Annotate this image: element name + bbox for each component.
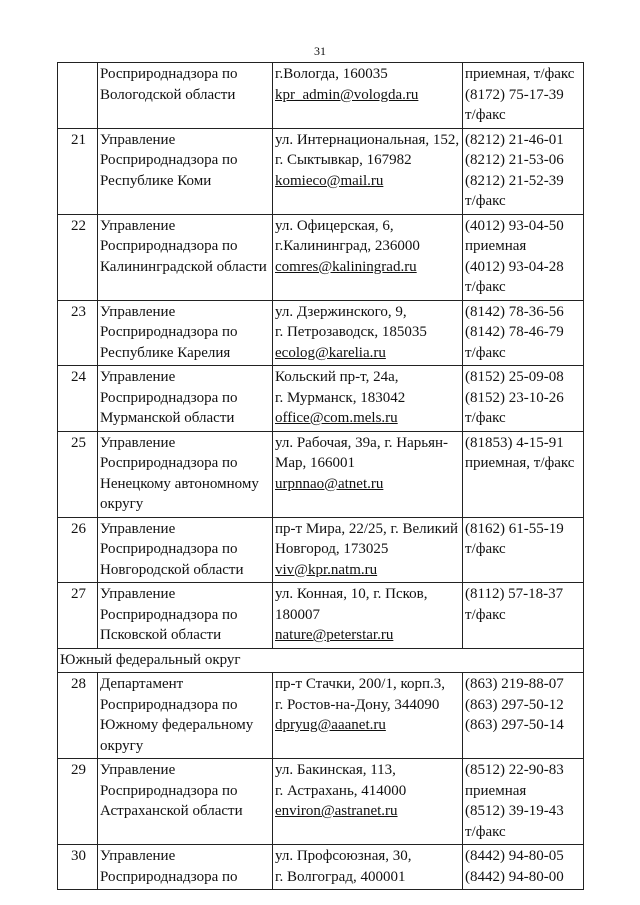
organization-line: Управление [100, 369, 176, 385]
address-cell [273, 366, 463, 432]
address-line: г. Сыктывкар, 167982 [275, 152, 412, 168]
email-link[interactable]: kpr_admin@vologda.ru [275, 86, 419, 103]
address-line: ул. Рабочая, 39а, г. Нарьян- [275, 434, 449, 451]
organization-line: Управление [100, 520, 176, 537]
organization-line: Росприроднадзора по [100, 455, 238, 471]
email-link[interactable]: ecolog@karelia.ru [275, 344, 386, 361]
address-cell [273, 845, 463, 890]
phone-line: т/факс [465, 193, 506, 209]
phone-cell [463, 583, 584, 649]
organization-line: Росприроднадзора по [100, 66, 238, 82]
section-header-row [58, 648, 584, 673]
email-link[interactable]: dpryug@aaanet.ru [275, 717, 386, 733]
phone-line: (8512) 39-19-43 [465, 803, 564, 819]
organization-line: Росприроднадзора по [100, 324, 238, 340]
phone-line: т/факс [465, 410, 506, 426]
phone-cell [463, 214, 584, 300]
organization-line: Росприроднадзора по [100, 868, 238, 885]
phone-cell [463, 759, 584, 845]
organization-cell [98, 845, 273, 890]
table-row [58, 759, 584, 845]
organization-cell [98, 128, 273, 214]
phone-line: (8162) 61-55-19 [465, 520, 564, 537]
organization-line: Управление [100, 762, 176, 778]
row-number: 26 [58, 517, 98, 583]
address-cell [273, 300, 463, 366]
phone-cell [463, 63, 584, 129]
section-label: Южный федеральный округ [58, 648, 584, 673]
row-number: 28 [58, 673, 98, 759]
table-row [58, 214, 584, 300]
organization-line: Росприроднадзора по [100, 541, 238, 557]
address-line: Мар, 166001 [275, 455, 355, 471]
organization-cell [98, 63, 273, 129]
table-row [58, 845, 584, 890]
row-number: 24 [58, 366, 98, 432]
phone-line: приемная, т/факс [465, 455, 575, 471]
email-link[interactable]: urpnnao@atnet.ru [275, 475, 384, 492]
row-number: 27 [58, 583, 98, 649]
organization-cell [98, 300, 273, 366]
address-line: ул. Бакинская, 113, [275, 762, 396, 778]
table-row [58, 431, 584, 517]
organization-line: Южному федеральному [100, 717, 254, 733]
row-number: 23 [58, 300, 98, 366]
row-number: 29 [58, 759, 98, 845]
organization-cell [98, 517, 273, 583]
email-link[interactable]: comres@kaliningrad.ru [275, 258, 417, 275]
phone-line: (4012) 93-04-50 [465, 217, 564, 234]
phone-line: (8172) 75-17-39 [465, 86, 564, 103]
organization-cell [98, 431, 273, 517]
address-cell [273, 673, 463, 759]
address-line: ул. Дзержинского, 9, [275, 303, 407, 320]
organization-line: Управление [100, 848, 176, 864]
address-line: Новгород, 173025 [275, 541, 389, 557]
address-cell [273, 583, 463, 649]
phone-line: т/факс [465, 279, 506, 295]
table-row [58, 583, 584, 649]
organization-line: Мурманской области [100, 410, 235, 426]
phone-line: приемная, т/факс [465, 66, 575, 82]
address-line: ул. Офицерская, 6, [275, 217, 394, 234]
organization-line: Астраханской области [100, 803, 243, 819]
phone-line: т/факс [465, 823, 506, 840]
address-line: г. Петрозаводск, 185035 [275, 324, 427, 340]
phone-cell [463, 431, 584, 517]
row-number: 30 [58, 845, 98, 890]
phone-line: (8152) 23-10-26 [465, 389, 564, 406]
organization-line: Республике Карелия [100, 344, 231, 361]
address-cell [273, 214, 463, 300]
table-row [58, 300, 584, 366]
organization-line: Новгородской области [100, 561, 244, 578]
organization-line: Управление [100, 434, 176, 451]
address-line: пр-т Мира, 22/25, г. Великий [275, 520, 458, 537]
phone-cell [463, 300, 584, 366]
phone-line: (8212) 21-46-01 [465, 131, 564, 148]
phone-line: (8512) 22-90-83 [465, 762, 564, 778]
organization-line: Псковской области [100, 627, 222, 643]
phone-line: т/факс [465, 606, 506, 623]
phone-line: приемная [465, 238, 527, 254]
phone-line: (8212) 21-52-39 [465, 172, 564, 189]
table-row [58, 366, 584, 432]
phone-line: т/факс [465, 541, 506, 557]
address-cell [273, 517, 463, 583]
phone-line: (8112) 57-18-37 [465, 586, 564, 602]
phone-line: т/факс [465, 344, 506, 361]
contacts-table [57, 62, 584, 890]
phone-line: (8442) 94-80-00 [465, 868, 564, 885]
phone-cell [463, 845, 584, 890]
phone-line: (81853) 4-15-91 [465, 434, 564, 451]
address-cell [273, 759, 463, 845]
organization-line: Росприроднадзора по [100, 238, 238, 254]
organization-line: Вологодской области [100, 86, 236, 103]
address-line: г.Калининград, 236000 [275, 238, 420, 254]
phone-line: (4012) 93-04-28 [465, 258, 564, 275]
address-line: Кольский пр-т, 24а, [275, 369, 399, 385]
organization-line: Республике Коми [100, 172, 212, 189]
organization-line: Департамент [100, 676, 184, 692]
table-row [58, 63, 584, 129]
organization-line: Калининградской области [100, 258, 267, 275]
address-cell [273, 431, 463, 517]
organization-line: Управление [100, 217, 176, 234]
organization-line: округу [100, 737, 144, 754]
address-line: г. Волгоград, 400001 [275, 868, 406, 885]
phone-cell [463, 517, 584, 583]
organization-line: Управление [100, 586, 176, 602]
email-link[interactable]: environ@astranet.ru [275, 803, 398, 819]
row-number: 22 [58, 214, 98, 300]
address-line: г. Мурманск, 183042 [275, 389, 406, 406]
row-number [58, 63, 98, 129]
address-line: 180007 [275, 606, 320, 623]
phone-cell [463, 366, 584, 432]
address-line: г. Астрахань, 414000 [275, 782, 407, 799]
organization-line: Росприроднадзора по [100, 782, 238, 799]
email-link[interactable]: nature@peterstar.ru [275, 627, 394, 643]
phone-line: (8212) 21-53-06 [465, 152, 564, 168]
organization-line: Управление [100, 303, 176, 320]
organization-line: Росприроднадзора по [100, 389, 238, 406]
organization-line: Росприроднадзора по [100, 696, 238, 713]
organization-cell [98, 214, 273, 300]
address-cell [273, 128, 463, 214]
email-link[interactable]: komieco@mail.ru [275, 172, 384, 189]
organization-line: Росприроднадзора по [100, 152, 238, 168]
organization-cell [98, 759, 273, 845]
address-line: ул. Конная, 10, г. Псков, [275, 586, 428, 602]
organization-line: Росприроднадзора по [100, 606, 238, 623]
table-row [58, 517, 584, 583]
table-body [58, 63, 584, 890]
row-number: 21 [58, 128, 98, 214]
phone-line: (8442) 94-80-05 [465, 848, 564, 864]
row-number: 25 [58, 431, 98, 517]
email-link[interactable]: viv@kpr.natm.ru [275, 561, 378, 578]
organization-cell [98, 366, 273, 432]
address-line: ул. Интернациональная, 152, [275, 131, 460, 148]
phone-line: (863) 297-50-12 [465, 696, 564, 713]
phone-line: (863) 219-88-07 [465, 676, 564, 692]
address-line: г.Вологда, 160035 [275, 66, 388, 82]
address-line: г. Ростов-на-Дону, 344090 [275, 696, 440, 713]
organization-cell [98, 673, 273, 759]
email-link[interactable]: office@com.mels.ru [275, 410, 398, 426]
organization-line: округу [100, 496, 144, 512]
address-cell [273, 63, 463, 129]
organization-line: Управление [100, 131, 176, 148]
phone-cell [463, 128, 584, 214]
phone-line: (8152) 25-09-08 [465, 369, 564, 385]
table-row [58, 128, 584, 214]
phone-cell [463, 673, 584, 759]
address-line: пр-т Стачки, 200/1, корп.3, [275, 676, 446, 692]
page-number: 31 [314, 44, 326, 58]
phone-line: (8142) 78-36-56 [465, 303, 564, 320]
organization-line: Ненецкому автономному [100, 475, 259, 492]
table-row [58, 673, 584, 759]
organization-cell [98, 583, 273, 649]
address-line: ул. Профсоюзная, 30, [275, 848, 412, 864]
phone-line: приемная [465, 782, 527, 799]
phone-line: (8142) 78-46-79 [465, 324, 564, 340]
phone-line: т/факс [465, 107, 506, 123]
phone-line: (863) 297-50-14 [465, 717, 564, 733]
